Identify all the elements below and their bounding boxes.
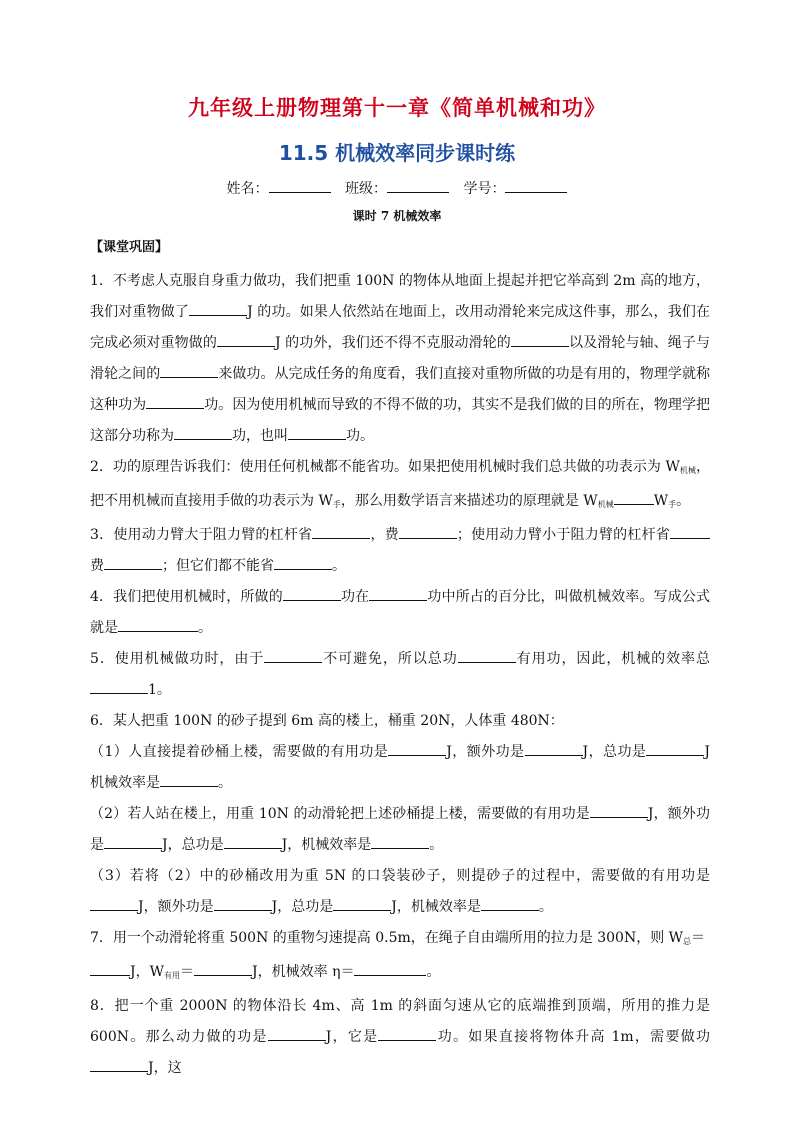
q1-text-a: 1．不考虑人克服自身重力做功，我们把重 100N 的物体从地面上提起并把它举高到 2m 高的地方，我们对重物做了	[90, 273, 710, 320]
q3-text-d: 费	[90, 558, 104, 574]
q6p2-blank-2[interactable]	[104, 833, 162, 849]
q6p2-text-a: （2）若人站在楼上，用重 10N 的动滑轮把上述砂桶提上楼，需要做的有用功是	[90, 806, 590, 822]
q7-blank-2[interactable]	[194, 960, 252, 976]
question-4	[90, 582, 710, 644]
q6p1-blank-1[interactable]	[388, 740, 446, 756]
q8-text-b: J，它是	[325, 1029, 379, 1045]
lesson-heading: 课时 7 机械效率	[352, 209, 442, 223]
q8-text-d: J，这	[148, 1060, 182, 1076]
q5-text-d: 1。	[148, 682, 171, 698]
q5-text-a: 5．使用机械做功时，由于	[90, 651, 265, 667]
q8-text-c: 功。如果直接将物体升高 1m，需要做功	[436, 1029, 710, 1045]
q1-text-c: J 的功外，我们还不得不克服动滑轮的	[274, 335, 511, 351]
q7-text-f: 。	[426, 964, 441, 980]
q6p2-text-d: J，机械效率是	[281, 837, 372, 853]
q7-blank-1[interactable]	[90, 960, 130, 976]
q1-text-f: 功。因为使用机械而导致的不得不做的功，其实不是我们做的目的所在，物理学把这部分功称为	[90, 397, 711, 444]
q2-text-d: W	[653, 493, 669, 509]
q4-text-d: 。	[198, 620, 212, 636]
q6p1-text-a: （1）人直接提着砂桶上楼，需要做的有用功是	[90, 744, 389, 760]
q6-intro: 6．某人把重 100N 的砂子提到 6m 高的楼上，桶重 20N，人体重 480N：	[90, 713, 564, 729]
section-heading: 【课堂巩固】	[90, 240, 169, 255]
q1-blank-6[interactable]	[174, 424, 232, 440]
q5-blank-3[interactable]	[90, 678, 148, 694]
q7-blank-3[interactable]	[354, 960, 426, 976]
question-6-part-3	[90, 861, 710, 923]
q7-text-b: ＝	[691, 930, 706, 946]
class-label: 班级：	[345, 181, 387, 197]
q6p3-text-c: J，总功是	[271, 899, 334, 915]
q2-subscript-1: 机械	[679, 466, 697, 475]
document-subtitle: 11.5 机械效率同步课时练	[278, 141, 516, 165]
question-2	[90, 452, 710, 520]
student-info-row	[0, 177, 794, 198]
q7-text-a: 7．用一个动滑轮将重 500N 的重物匀速提高 0.5m，在绳子自由端所用的拉力是 300N，则 W	[90, 930, 684, 946]
q6p2-blank-3[interactable]	[224, 833, 282, 849]
q6p1-text-b: J，额外功是	[446, 744, 525, 760]
q4-blank-2[interactable]	[369, 585, 427, 601]
q4-text-a: 4．我们把使用机械时，所做的	[90, 589, 283, 605]
q5-text-c: 有用功，因此，机械的效率总	[515, 651, 710, 667]
q6p3-blank-2[interactable]	[214, 895, 272, 911]
q1-blank-3[interactable]	[511, 331, 569, 347]
q2-text-e: 。	[676, 493, 691, 509]
q3-text-b: ，费	[370, 527, 399, 543]
name-blank[interactable]	[269, 177, 331, 193]
q2-text-b: ，把不用机械而直接用手做的功表示为 W	[90, 459, 711, 509]
q3-blank-5[interactable]	[274, 554, 332, 570]
q6p3-text-e: 。	[538, 899, 553, 915]
q5-text-b: 不可避免，所以总功	[322, 651, 458, 667]
q4-blank-3[interactable]	[118, 616, 198, 632]
q6p3-blank-4[interactable]	[481, 895, 539, 911]
q8-text-a: 8．把一个重 2000N 的物体沿长 4m、高 1m 的斜面匀速从它的底端推到顶端，所用的推力是 600N。那么动力做的功是	[90, 998, 710, 1045]
q1-text-e: 来做功。从完成任务的角度看，我们直接对重物所做的功是有用的，物理学就称这种功为	[90, 366, 710, 413]
q3-text-a: 3．使用动力臂大于阻力臂的杠杆省	[90, 527, 313, 543]
q2-subscript-3: 机械	[597, 500, 614, 509]
q6p3-blank-3[interactable]	[333, 895, 391, 911]
question-8	[90, 991, 710, 1084]
q1-text-g: 功，也叫	[232, 428, 288, 444]
q7-subscript-1: 总	[683, 937, 692, 946]
q5-blank-2[interactable]	[458, 647, 516, 663]
number-label: 学号：	[463, 181, 506, 197]
question-7	[90, 923, 710, 991]
question-6	[90, 706, 710, 737]
q4-text-c: 功中所占的百分比，叫做机械效率。写成公式就是	[90, 589, 710, 636]
question-5	[90, 644, 710, 706]
q1-blank-5[interactable]	[146, 393, 204, 409]
q3-text-f: 。	[332, 558, 346, 574]
q6p1-blank-3[interactable]	[646, 740, 704, 756]
name-label: 姓名：	[226, 181, 269, 197]
q1-blank-4[interactable]	[160, 362, 218, 378]
q6p1-blank-2[interactable]	[525, 740, 583, 756]
q4-blank-1[interactable]	[283, 585, 341, 601]
q1-text-h: 功。	[346, 428, 374, 444]
q2-subscript-2: 手	[332, 500, 341, 509]
q7-indent	[705, 930, 731, 946]
q3-blank-4[interactable]	[104, 554, 162, 570]
q6p3-text-a: （3）若将（2）中的砂桶改用为重 5N 的口袋装砂子，则提砂子的过程中，需要做的有用功是	[90, 868, 710, 884]
q7-text-d: ＝	[180, 964, 195, 980]
q7-subscript-2: 有用	[164, 971, 181, 980]
q8-blank-3[interactable]	[90, 1056, 148, 1072]
question-6-part-1	[90, 737, 710, 799]
q6p2-text-c: J，总功是	[162, 837, 224, 853]
q3-text-e: ；但它们都不能省	[162, 558, 274, 574]
question-1	[90, 266, 710, 452]
q6p2-text-e: 。	[429, 837, 444, 853]
question-list	[90, 266, 710, 1084]
number-blank[interactable]	[505, 177, 567, 193]
q2-text-c: ，那么用数学语言来描述功的原理就是 W	[340, 493, 598, 509]
q3-blank-2[interactable]	[399, 523, 457, 539]
q1-blank-1[interactable]	[189, 300, 247, 316]
q3-text-c: ；使用动力臂小于阻力臂的杠杆省	[456, 527, 670, 543]
class-blank[interactable]	[387, 177, 449, 193]
q6p1-text-c: J，总功是	[582, 744, 647, 760]
q2-blank-1[interactable]	[614, 489, 654, 505]
q4-text-b: 功在	[340, 589, 370, 605]
q2-text-a: 2．功的原理告诉我们：使用任何机械都不能省功。如果把使用机械时我们总共做的功表示为 W	[90, 459, 680, 475]
q1-blank-7[interactable]	[288, 424, 346, 440]
question-3	[90, 520, 710, 582]
q6p3-text-d: J，机械效率是	[391, 899, 481, 915]
q6p1-text-e: 。	[218, 775, 232, 791]
q7-text-c: J，W	[130, 964, 165, 980]
q6p2-blank-4[interactable]	[371, 833, 429, 849]
q8-blank-1[interactable]	[268, 1025, 326, 1041]
q6p3-blank-1[interactable]	[90, 895, 138, 911]
q6p1-text-d: J 机械效率是	[90, 744, 710, 791]
q5-blank-1[interactable]	[264, 647, 322, 663]
q1-text-b: J 的功。如果人依然站在地面上，改用动滑轮来完成这件事，那么，我们在完成必须对重物做的	[90, 304, 711, 351]
q6p3-text-b: J，额外功是	[138, 899, 214, 915]
q8-blank-2[interactable]	[378, 1025, 436, 1041]
q6p1-blank-4[interactable]	[160, 771, 218, 787]
q6p2-text-b: J，额外功是	[90, 806, 710, 853]
q3-blank-3[interactable]	[670, 523, 710, 539]
q3-blank-1[interactable]	[312, 523, 370, 539]
q1-blank-2[interactable]	[217, 331, 275, 347]
q6p2-blank-1[interactable]	[590, 802, 648, 818]
q7-text-e: J，机械效率 η＝	[252, 964, 355, 980]
question-6-part-2	[90, 799, 710, 861]
q1-text-d: 以及滑轮与轴、绳子与滑轮之间的	[90, 335, 710, 382]
q2-subscript-4: 手	[668, 500, 677, 509]
document-title: 九年级上册物理第十一章《简单机械和功》	[188, 96, 606, 120]
